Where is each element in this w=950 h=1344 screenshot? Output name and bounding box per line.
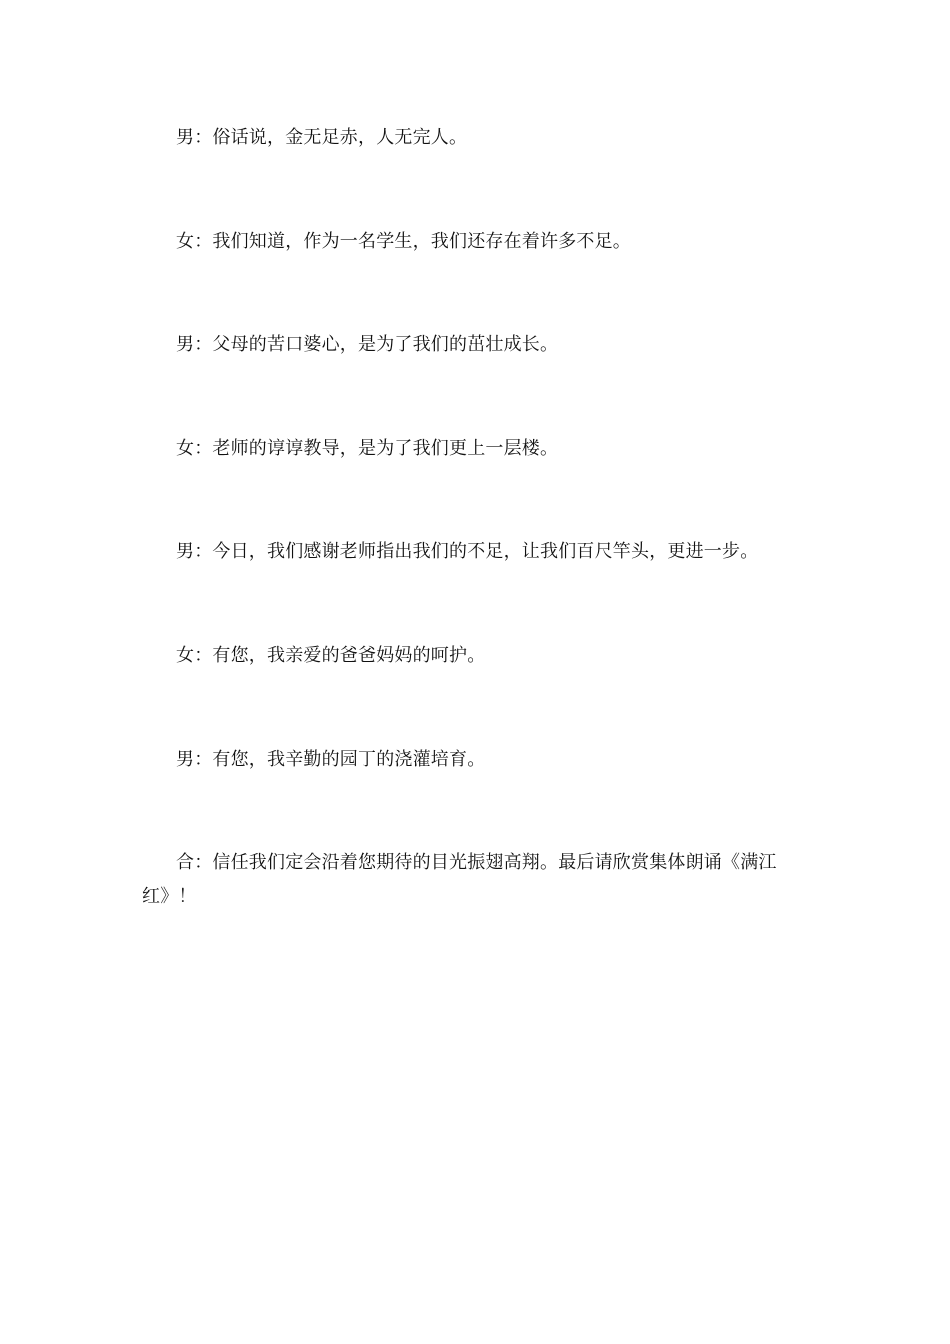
dialogue-paragraph-5: 男：今日，我们感谢老师指出我们的不足，让我们百尺竿头，更进一步。 (176, 541, 759, 562)
dialogue-paragraph-8: 合：信任我们定会沿着您期待的目光振翅高翔。最后请欣赏集体朗诵《满江红》！ (142, 852, 777, 907)
dialogue-paragraph-2: 女：我们知道，作为一名学生，我们还存在着许多不足。 (176, 231, 631, 252)
dialogue-paragraph-1: 男：俗话说，金无足赤，人无完人。 (176, 127, 468, 148)
dialogue-paragraph-3: 男：父母的苦口婆心，是为了我们的茁壮成长。 (176, 334, 559, 355)
dialogue-paragraph-4: 女：老师的谆谆教导，是为了我们更上一层楼。 (176, 438, 559, 459)
dialogue-paragraph-6: 女：有您，我亲爱的爸爸妈妈的呵护。 (176, 645, 486, 666)
dialogue-paragraph-7: 男：有您，我辛勤的园丁的浇灌培育。 (176, 749, 486, 770)
